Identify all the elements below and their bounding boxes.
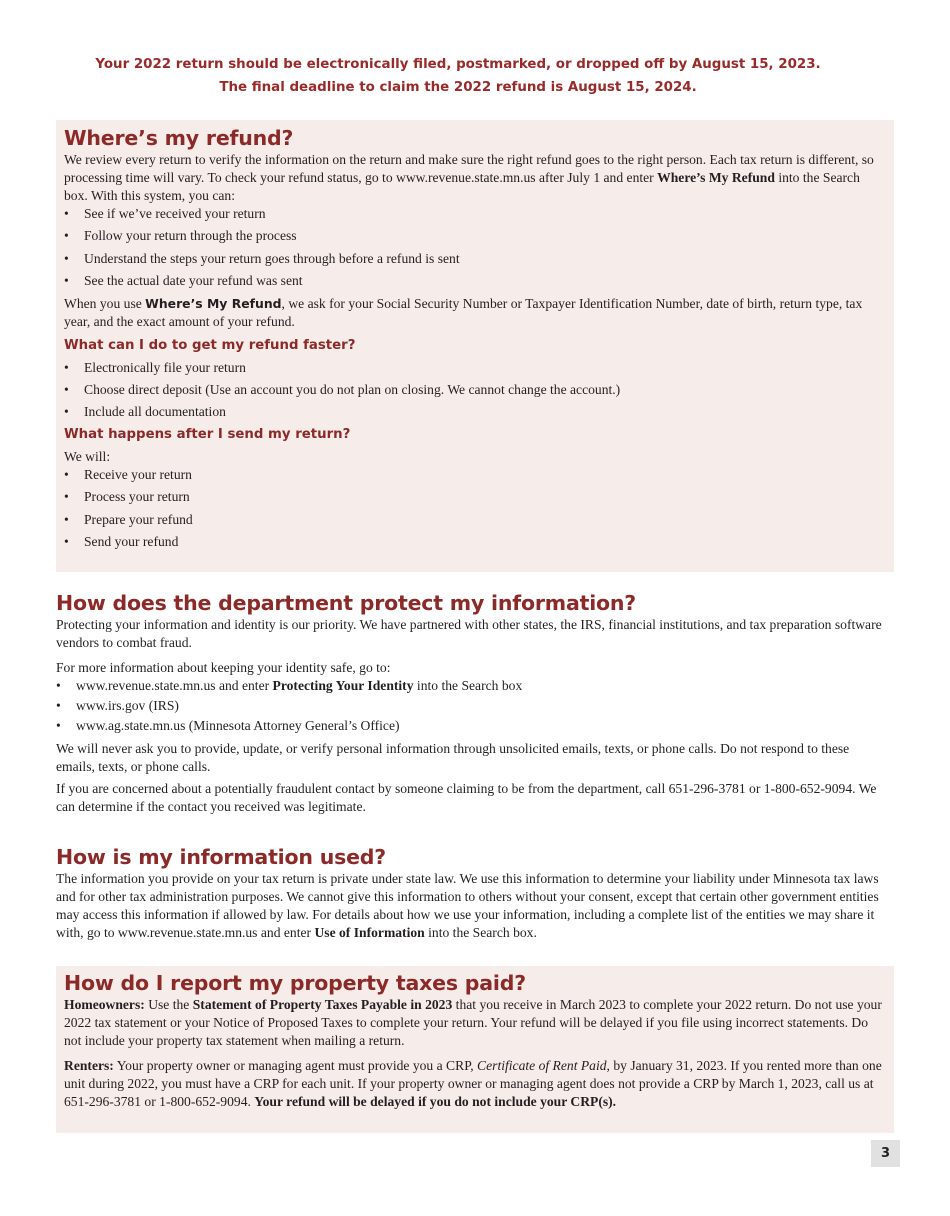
used-section: [56, 844, 882, 942]
list-item: • Process your return: [64, 488, 886, 506]
property-section-title: How do I report my property taxes paid?: [64, 971, 526, 995]
list-item: • www.revenue.state.mn.us and enter Protecting Your Identity into the Search box: [56, 677, 882, 695]
renters-para: Renters: Your property owner or managing agent must provide you a CRP, Certificate of Rent Paid, by January 31, 2023. If you rented more than one unit during 2022, you must have a CRP for each unit. If your property owner or managing agent does not provide a CRP by March 1, 2023, call us at 651-296-3781 or 1-800-652-9094. Your refund will be delayed if you do not include your CRP(s).: [64, 1058, 882, 1109]
deadline-notice-line-2: The final deadline to claim the 2022 refund is August 15, 2024.: [219, 80, 697, 95]
property-section: [56, 966, 894, 1133]
deadline-notice: [0, 53, 916, 99]
protect-para-2: For more information about keeping your identity safe, go to:: [56, 660, 391, 675]
protect-para-1: Protecting your information and identity is our priority. We have partnered with other states, the IRS, financial institutions, and tax preparation software vendors to combat fraud.: [56, 617, 882, 650]
list-item: • See if we’ve received your return: [64, 205, 886, 223]
list-item: • Follow your return through the process: [64, 227, 886, 245]
homeowners-para: Homeowners: Use the Statement of Property Taxes Payable in 2023 that you receive in March 2023 to complete your 2022 return. Do not use your 2022 tax statement or your Notice of Proposed Taxes to complete your return. Your refund will be delayed if you file using incorrect statements. Do not include your property tax statement when mailing a return.: [64, 997, 882, 1048]
used-section-title: How is my information used?: [56, 845, 386, 869]
list-item: • www.irs.gov (IRS): [56, 697, 882, 715]
list-item: • Include all documentation: [64, 403, 886, 421]
list-item: • Understand the steps your return goes through before a refund is sent: [64, 250, 886, 268]
refund-section: [56, 120, 894, 572]
list-item: • Send your refund: [64, 533, 886, 551]
list-item: • Electronically file your return: [64, 359, 886, 377]
refund-faster-heading: What can I do to get my refund faster?: [64, 337, 356, 353]
refund-after-heading: What happens after I send my return?: [64, 426, 351, 442]
protect-para-4: If you are concerned about a potentially fraudulent contact by someone claiming to be from the department, call 651-296-3781 or 1-800-652-9094. We can determine if the contact you received was legitimate.: [56, 781, 877, 814]
refund-section-title: Where’s my refund?: [64, 126, 294, 150]
refund-info-needed: When you use Where’s My Refund, we ask for your Social Security Number or Taxpayer Identification Number, date of birth, return type, tax year, and the exact amount of your refund.: [64, 295, 863, 329]
list-item: • See the actual date your refund was sent: [64, 272, 886, 290]
refund-bullet-list: [64, 205, 886, 290]
list-item: • Choose direct deposit (Use an account you do not plan on closing. We cannot change the account.): [64, 381, 886, 399]
refund-after-list: [64, 466, 886, 551]
protect-para-3: We will never ask you to provide, update, or verify personal information through unsolicited emails, texts, or phone calls. Do not respond to these emails, texts, or phone calls.: [56, 741, 850, 774]
list-item: • www.ag.state.mn.us (Minnesota Attorney General’s Office): [56, 717, 882, 735]
refund-intro: We review every return to verify the information on the return and make sure the right refund goes to the right person. Each tax return is different, so processing time will vary. To check your refund status, go to www.revenue.state.mn.us after July 1 and enter Where’s My Refund into the Search box. With this system, you can:: [64, 152, 874, 203]
protect-section: [56, 590, 882, 816]
list-item: • Prepare your refund: [64, 511, 886, 529]
deadline-notice-line-1: Your 2022 return should be electronically filed, postmarked, or dropped off by August 15, 2023.: [95, 57, 821, 72]
used-para: The information you provide on your tax return is private under state law. We use this information to determine your liability under Minnesota tax laws and for other tax administration purposes. We cannot give this information to others without your consent, except that certain other government entities may access this information if allowed by law. For details about how we use your information, including a complete list of the entities we may share it with, go to www.revenue.state.mn.us and enter Use of Information into the Search box.: [56, 871, 879, 940]
refund-faster-list: [64, 359, 886, 422]
page-number: 3: [871, 1140, 900, 1167]
protect-section-title: How does the department protect my information?: [56, 591, 636, 615]
list-item: • Receive your return: [64, 466, 886, 484]
protect-link-list: [56, 677, 882, 735]
refund-after-intro: We will:: [64, 448, 111, 464]
